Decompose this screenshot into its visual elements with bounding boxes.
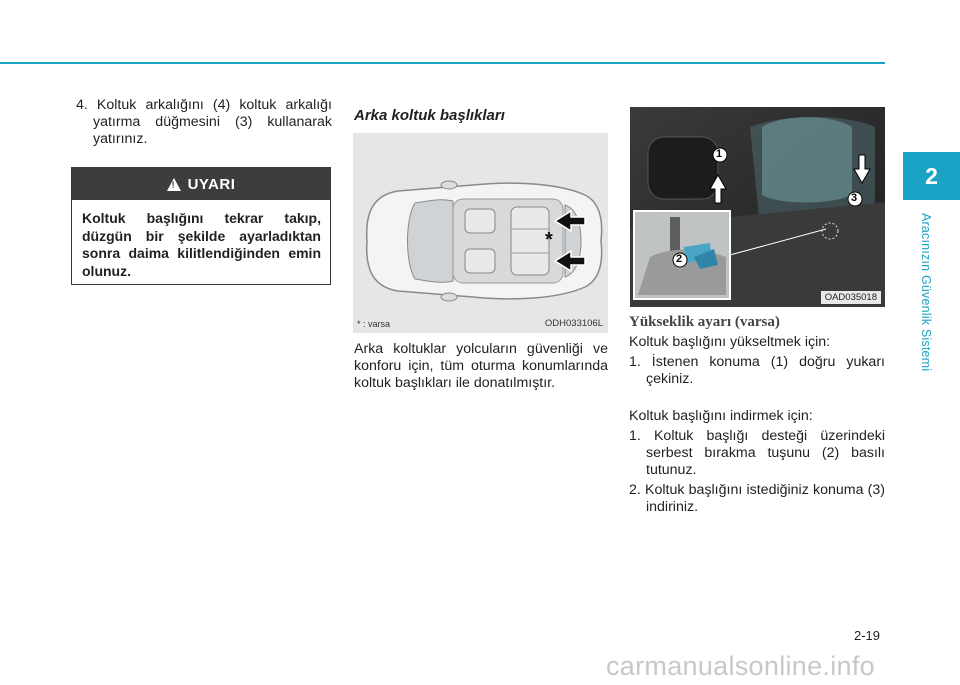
headrest-adjust-figure: [630, 107, 885, 307]
warning-box: [71, 167, 331, 285]
section-paragraph: Arka koltuklar yolcuların güvenliği ve konforu için, tüm oturma konumlarında koltuk başlıkları ile donatılmıştır.: [354, 341, 608, 391]
raise-step-1: 1. İstenen konuma (1) doğru yukarı çekiniz.: [629, 354, 885, 387]
figure-note: * : varsa: [357, 319, 391, 329]
chapter-title-vertical: [918, 213, 938, 383]
lower-intro: Koltuk başlığını indirmek için:: [629, 408, 813, 424]
warning-label: UYARI: [187, 175, 236, 193]
chapter-number-tab[interactable]: 2: [903, 152, 960, 200]
raise-intro: Koltuk başlığını yükseltmek için:: [629, 334, 831, 350]
callout-3: 3: [851, 192, 858, 204]
figure-code: OAD035018: [821, 291, 881, 304]
lower-step-2: 2. Koltuk başlığını istediğiniz konuma (3) indiriniz.: [629, 482, 885, 515]
optional-star: *: [545, 229, 553, 251]
callout-2: 2: [676, 253, 683, 265]
watermark: carmanualsonline.info: [606, 651, 875, 681]
callout-1: 1: [716, 148, 723, 160]
figure-code: ODH033106L: [544, 318, 603, 329]
warning-triangle-icon: [167, 178, 181, 191]
warning-text: Koltuk başlığını tekrar takıp, düzgün bir şekilde ayarladıktan sonra daima kilitlendiğinden emin olunuz.: [82, 210, 321, 279]
subheading: Yükseklik ayarı (varsa): [629, 314, 780, 330]
headrest-illustration: [630, 107, 885, 307]
lower-step-1: 1. Koltuk başlığı desteği üzerindeki serbest bırakma tuşunu (2) basılı tutunuz.: [629, 428, 885, 478]
chapter-title: Aracınızın Güvenlik Sistemi: [919, 213, 933, 372]
car-top-view-illustration: [353, 133, 608, 333]
page-number: 2-19: [854, 628, 881, 643]
car-top-view-figure: [353, 133, 608, 333]
section-heading: Arka koltuk başlıkları: [354, 107, 505, 124]
step-4-text: 4. Koltuk arkalığını (4) koltuk arkalığı yatırma düğmesini (3) kullanarak yatırınız.: [76, 97, 332, 147]
header-rule: [0, 62, 885, 64]
warning-header: [72, 168, 330, 200]
